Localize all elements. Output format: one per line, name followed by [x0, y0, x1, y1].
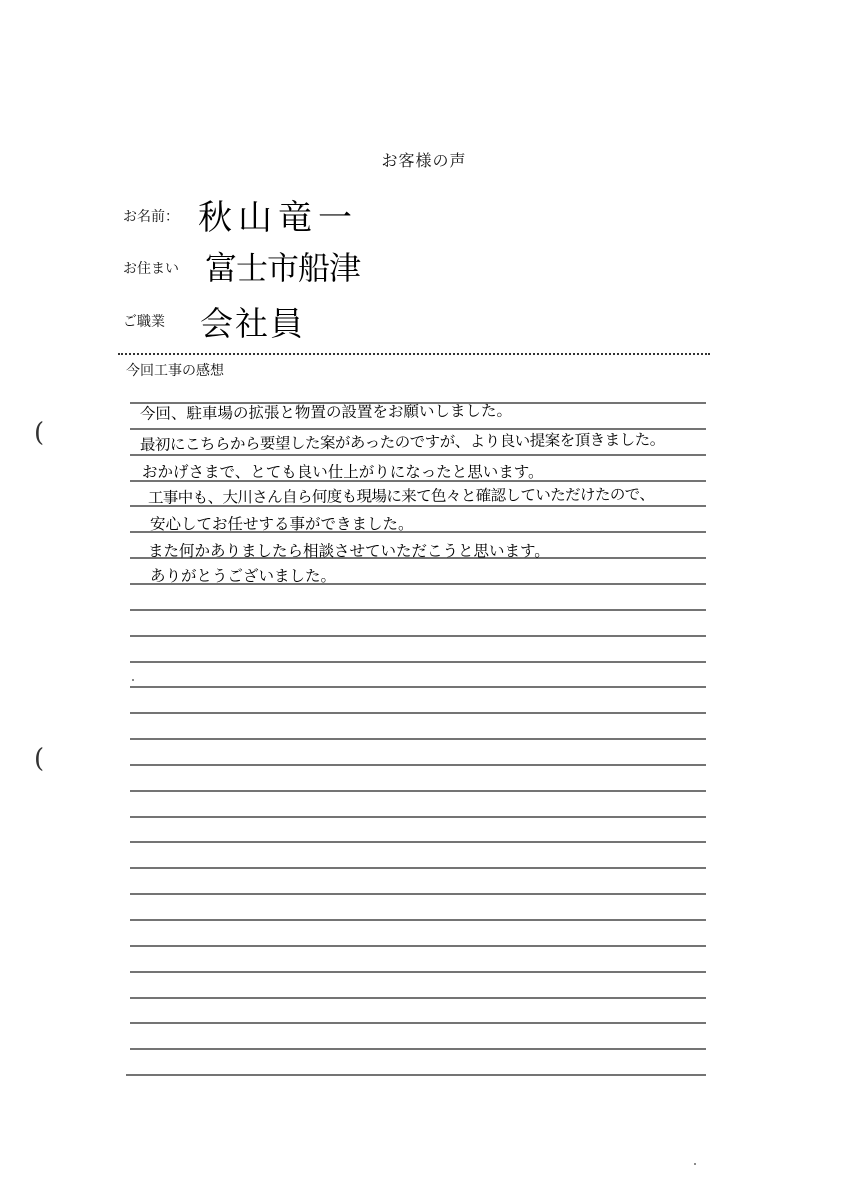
address-value: 富士市船津 [205, 249, 361, 287]
form-title: お客様の声 [381, 151, 467, 170]
scan-speck [132, 679, 134, 681]
comment-line: おかげさまで、とても良い仕上がりになったと思います。 [142, 463, 544, 481]
comment-line: また何かありましたら相談させていただこうと思います。 [148, 542, 550, 560]
comment-line: 最初にこちらから要望した案があったのですが、より良い提案を頂きました。 [139, 430, 665, 455]
occupation-label: ご職業 [123, 314, 165, 330]
comment-line: ありがとうございました。 [150, 567, 337, 585]
comment-line: 工事中も、大川さん自ら何度も現場に来て色々と確認していただけたので、 [147, 485, 655, 508]
address-label: お住まい [123, 261, 179, 277]
comment-line: 今回、駐車場の拡張と物置の設置をお願いしました。 [139, 401, 512, 424]
name-label: お名前： [123, 209, 179, 225]
scan-speck [694, 1163, 696, 1165]
occupation-value: 会社員 [200, 304, 305, 343]
comment-line: 安心してお任せする事ができました。 [150, 515, 414, 533]
name-value: 秋山竜一 [198, 198, 358, 238]
section-heading: 今回工事の感想 [126, 363, 224, 379]
binder-hole-mark: ( [34, 418, 45, 448]
binder-hole-mark: ( [34, 744, 45, 774]
